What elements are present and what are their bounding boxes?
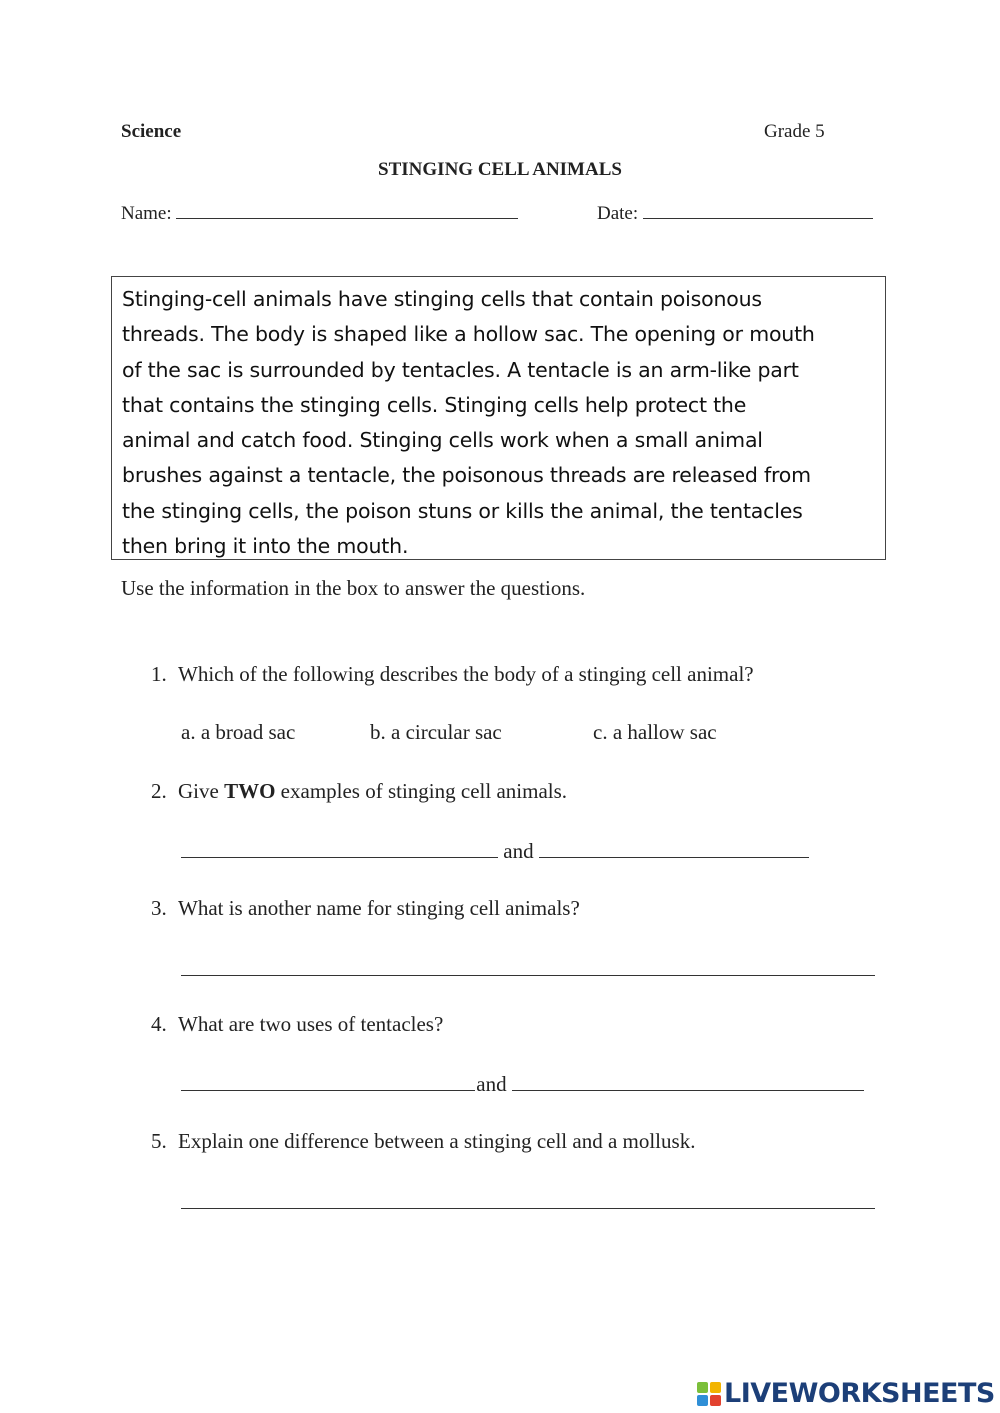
question-number: 2. bbox=[151, 779, 167, 803]
answer-5-field[interactable] bbox=[181, 1188, 875, 1209]
answer-4a-field[interactable] bbox=[181, 1070, 475, 1091]
liveworksheets-logo bbox=[697, 1378, 995, 1409]
option-b[interactable]: b. a circular sac bbox=[370, 720, 502, 744]
info-line: brushes against a tentacle, the poisonous threads are released from bbox=[122, 463, 811, 488]
info-line: that contains the stinging cells. Stinging cells help protect the bbox=[122, 392, 747, 417]
logo-tiles-icon bbox=[697, 1382, 721, 1406]
option-a[interactable]: a. a broad sac bbox=[181, 720, 296, 744]
question-text-bold: TWO bbox=[224, 779, 276, 803]
answer-4b-field[interactable] bbox=[512, 1070, 864, 1091]
question-number: 5. bbox=[151, 1129, 167, 1153]
question-number: 4. bbox=[151, 1012, 167, 1036]
info-line: animal and catch food. Stinging cells work when a small animal bbox=[122, 428, 763, 453]
name-label: Name: bbox=[121, 203, 172, 224]
question-text-pre: Give bbox=[178, 779, 225, 803]
question-2 bbox=[151, 779, 567, 804]
question-text: Which of the following describes the body of a stinging cell animal? bbox=[178, 662, 754, 686]
and-label: and bbox=[476, 1072, 507, 1096]
question-5 bbox=[151, 1129, 695, 1154]
info-line: Stinging-cell animals have stinging cells that contain poisonous bbox=[122, 287, 762, 311]
page-title: STINGING CELL ANIMALS bbox=[378, 159, 622, 180]
date-label: Date: bbox=[597, 203, 639, 224]
question-number: 3. bbox=[151, 896, 167, 920]
date-field[interactable] bbox=[643, 198, 873, 219]
instruction: Use the information in the box to answer the questions. bbox=[121, 576, 586, 600]
info-line: then bring it into the mouth. bbox=[122, 534, 409, 559]
question-4 bbox=[151, 1012, 443, 1037]
question-text: What are two uses of tentacles? bbox=[178, 1012, 444, 1036]
answer-2b-field[interactable] bbox=[539, 837, 809, 858]
question-3 bbox=[151, 896, 580, 921]
option-c[interactable]: c. a hallow sac bbox=[593, 720, 717, 744]
question-text: What is another name for stinging cell animals? bbox=[178, 896, 580, 920]
grade-label: Grade 5 bbox=[764, 121, 825, 142]
info-box bbox=[111, 276, 886, 560]
and-label: and bbox=[503, 839, 534, 863]
info-line: threads. The body is shaped like a hollow sac. The opening or mouth bbox=[122, 322, 815, 347]
subject-label: Science bbox=[121, 121, 182, 142]
question-text-post: examples of stinging cell animals. bbox=[275, 779, 568, 803]
question-number: 1. bbox=[151, 662, 167, 686]
logo-text: LIVEWORKSHEETS bbox=[724, 1378, 995, 1409]
name-field[interactable] bbox=[176, 198, 518, 219]
question-1 bbox=[151, 662, 754, 687]
answer-2a-field[interactable] bbox=[181, 837, 498, 858]
question-text: Explain one difference between a stinging cell and a mollusk. bbox=[178, 1129, 696, 1153]
answer-3-field[interactable] bbox=[181, 955, 875, 976]
info-line: of the sac is surrounded by tentacles. A tentacle is an arm-like part bbox=[122, 357, 799, 382]
info-line: the stinging cells, the poison stuns or kills the animal, the tentacles bbox=[122, 498, 803, 523]
